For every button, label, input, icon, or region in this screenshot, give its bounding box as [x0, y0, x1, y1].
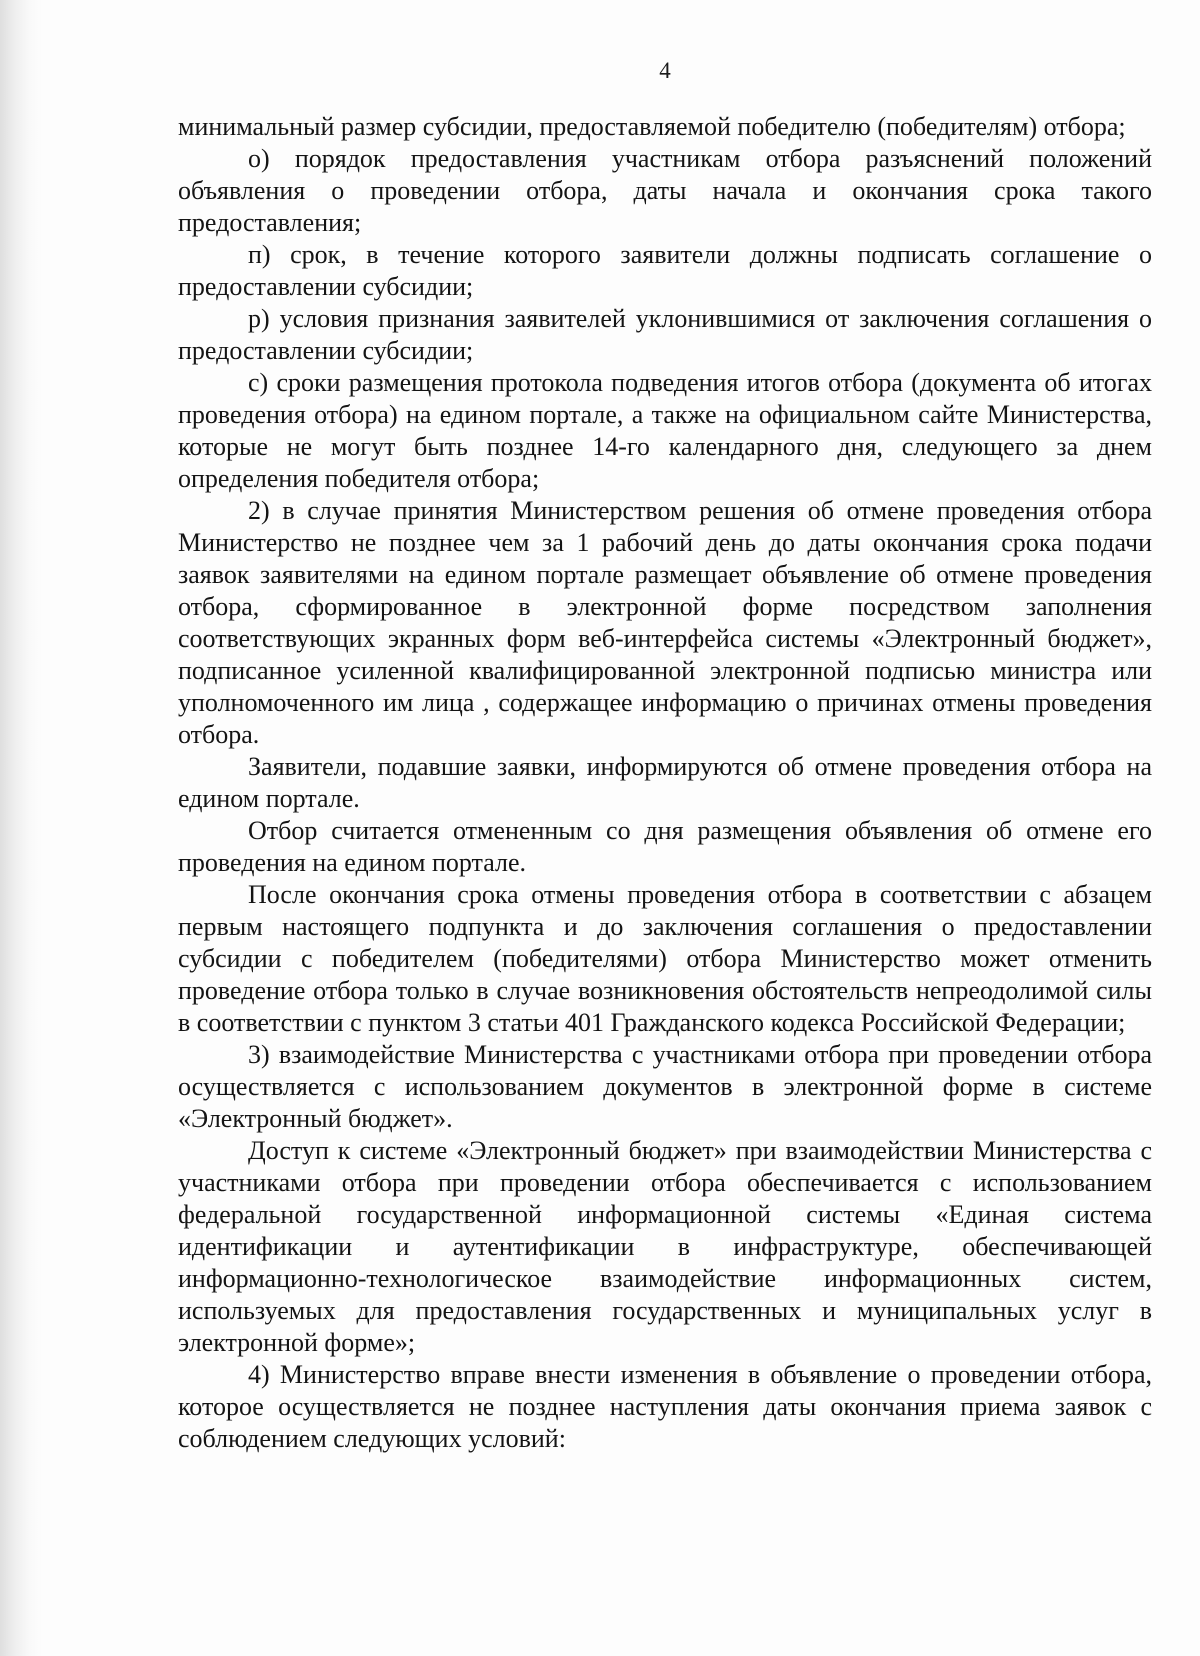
paragraph-item-p: п) срок, в течение которого заявители должны подписать соглашение о предоставлении субсидии; — [178, 240, 1152, 301]
paragraph-item-2: 2) в случае принятия Министерством решения об отмене проведения отбора Министерство не позднее чем за 1 рабочий день до даты окончания срока подачи заявок заявителями на едином портале размещает объявление об отмене проведения отбора, сформированное в электронной форме посредством заполнения соответствующих экранных форм веб-интерфейса системы «Электронный бюджет», подписанное усиленной квалифицированной электронной подписью министра или уполномоченного им лица , содержащее информацию о причинах отмены проведения отбора. — [178, 496, 1152, 749]
paragraph-item-o: о) порядок предоставления участникам отбора разъяснений положений объявления о проведении отбора, даты начала и окончания срока такого предоставления; — [178, 144, 1152, 237]
page-number: 4 — [659, 58, 671, 83]
paragraph-item-4: 4) Министерство вправе внести изменения в объявление о проведении отбора, которое осуществляется не позднее наступления даты окончания приема заявок с соблюдением следующих условий: — [178, 1360, 1152, 1453]
paragraph-applicants-informed: Заявители, подавшие заявки, информируются об отмене проведения отбора на едином портале. — [178, 752, 1152, 813]
paragraph-item-3: 3) взаимодействие Министерства с участниками отбора при проведении отбора осуществляется с использованием документов в электронной форме в системе «Электронный бюджет». — [178, 1040, 1152, 1133]
paragraph-item-s: с) сроки размещения протокола подведения итогов отбора (документа об итогах проведения отбора) на едином портале, а также на официальном сайте Министерства, которые не могут быть позднее 14-го календарного дня, следующего за днем определения победителя отбора; — [178, 368, 1152, 493]
paragraph-selection-cancelled: Отбор считается отмененным со дня размещения объявления об отмене его проведения на едином портале. — [178, 816, 1152, 877]
paragraph-system-access: Доступ к системе «Электронный бюджет» при взаимодействии Министерства с участниками отбора при проведении отбора обеспечивается с использованием федеральной государственной информационной системы «Единая система идентификации и аутентификации в инфраструктуре, обеспечивающей информационно-технологическое взаимодействие информационных систем, используемых для предоставления государственных и муниципальных услуг в электронной форме»; — [178, 1136, 1152, 1357]
document-body — [178, 111, 1152, 1455]
paragraph-continuation: минимальный размер субсидии, предоставляемой победителю (победителям) отбора; — [178, 112, 1126, 141]
paragraph-item-r: р) условия признания заявителей уклонившимися от заключения соглашения о предоставлении субсидии; — [178, 304, 1152, 365]
paragraph-after-cancellation-term: После окончания срока отмены проведения отбора в соответствии с абзацем первым настоящего подпункта и до заключения соглашения о предоставлении субсидии с победителем (победителями) отбора Министерство может отменить проведение отбора только в случае возникновения обстоятельств непреодолимой силы в соответствии с пунктом 3 статьи 401 Гражданского кодекса Российской Федерации; — [178, 880, 1152, 1037]
scan-shadow-edge — [0, 0, 42, 1656]
